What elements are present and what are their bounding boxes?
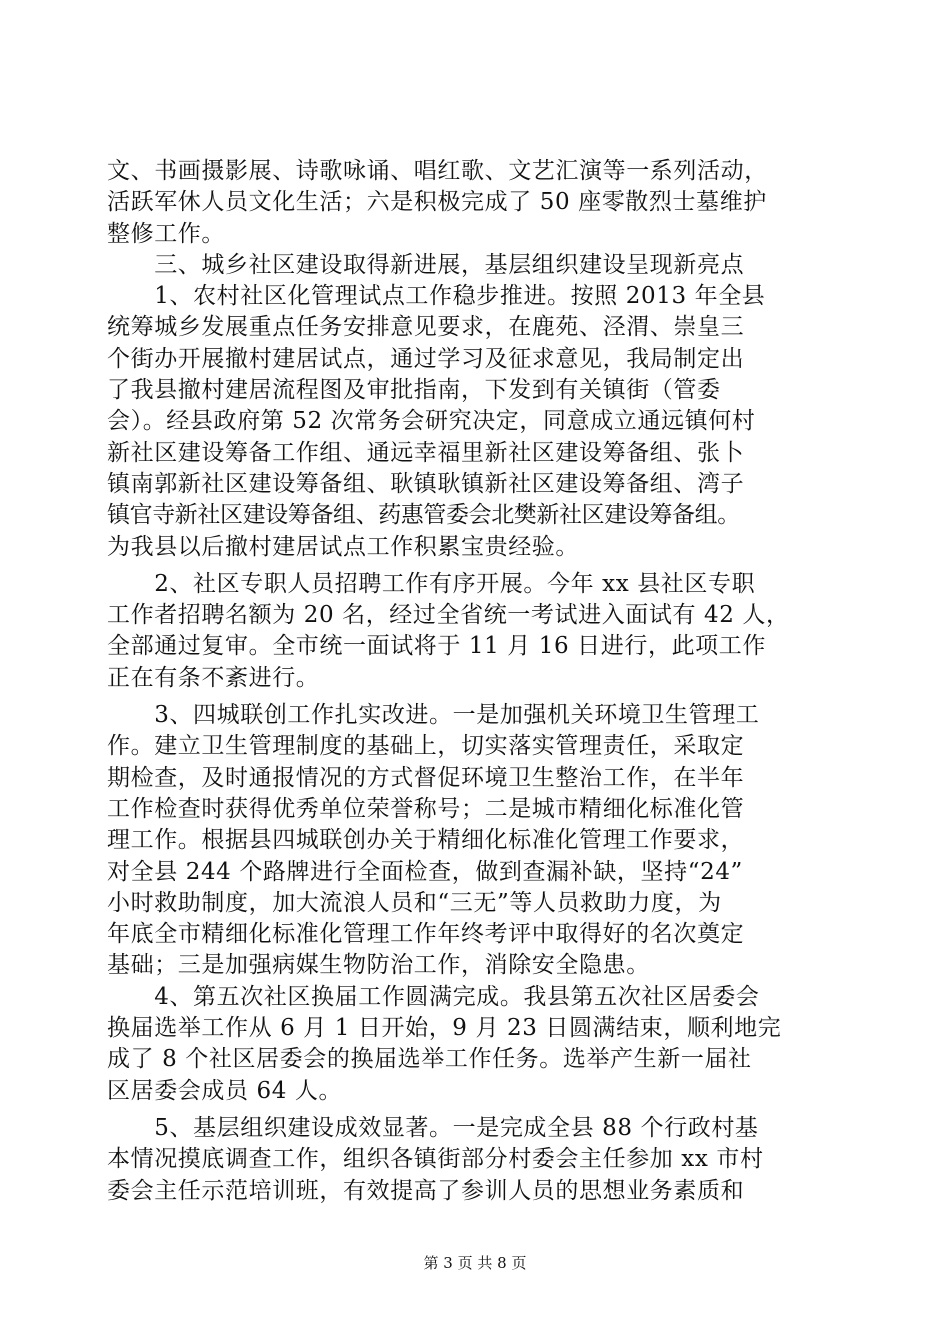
text-line: 3、四城联创工作扎实改进。一是加强机关环境卫生管理工 [107,702,760,729]
text-line: 为我县以后撤村建居试点工作积累宝贵经验。 [107,533,579,560]
text-line: 镇南郭新社区建设筹备组、耿镇耿镇新社区建设筹备组、湾子 [107,470,745,497]
text-line: 4、第五次社区换届工作圆满完成。我县第五次社区居委会 [107,983,760,1010]
text-line: 理工作。根据县四城联创办关于精细化标准化管理工作要求， [107,827,745,854]
text-line: 1、农村社区化管理试点工作稳步推进。按照 2013 年全县 [107,283,766,310]
text-line: 换届选举工作从 6 月 1 日开始，9 月 23 日圆满结束，顺利地完 [107,1015,782,1042]
text-line: 期检查，及时通报情况的方式督促环境卫生整治工作，在半年 [107,764,745,791]
text-line: 成了 8 个社区居委会的换届选举工作任务。选举产生新一届社 [107,1046,752,1073]
text-line: 活跃军休人员文化生活；六是积极完成了 50 座零散烈士墓维护 [107,189,767,216]
text-line: 2、社区专职人员招聘工作有序开展。今年 xx 县社区专职 [107,570,756,597]
section-heading: 三、城乡社区建设取得新进展，基层组织建设呈现新亮点 [107,251,745,278]
text-line: 作。建立卫生管理制度的基础上，切实落实管理责任，采取定 [107,733,745,760]
text-line: 本情况摸底调查工作，组织各镇街部分村委会主任参加 xx 市村 [107,1146,764,1173]
text-line: 全部通过复审。全市统一面试将于 11 月 16 日进行，此项工作 [107,633,766,660]
text-line: 新社区建设筹备工作组、通远幸福里新社区建设筹备组、张卜 [107,439,745,466]
document-body [107,156,845,1207]
text-line: 统筹城乡发展重点任务安排意见要求，在鹿苑、泾渭、崇皇三 [107,314,745,341]
text-line: 了我县撤村建居流程图及审批指南，下发到有关镇街（管委 [107,377,721,404]
text-line: 区居委会成员 64 人。 [107,1077,343,1104]
page-footer: 第 3 页 共 8 页 [423,1254,527,1272]
text-line: 文、书画摄影展、诗歌咏诵、唱红歌、文艺汇演等一系列活动， [107,158,768,184]
text-line: 镇官寺新社区建设筹备组、药惠管委会北樊新社区建设筹备组。 [107,502,740,529]
text-line: 基础；三是加强病媒生物防治工作，消除安全隐患。 [107,952,650,979]
text-line: 个街办开展撤村建居试点，通过学习及征求意见，我局制定出 [107,345,745,372]
text-line: 年底全市精细化标准化管理工作年终考评中取得好的名次奠定 [107,921,745,948]
text-line: 5、基层组织建设成效显著。一是完成全县 88 个行政村基 [107,1114,759,1141]
text-line: 工作检查时获得优秀单位荣誉称号；二是城市精细化标准化管 [107,795,745,822]
text-line: 工作者招聘名额为 20 名，经过全省统一考试进入面试有 42 人， [107,602,790,629]
text-line: 整修工作。 [107,220,225,247]
text-line: 正在有条不紊进行。 [107,664,320,691]
text-line: 会）。经县政府第 52 次常务会研究决定，同意成立通远镇何村 [107,408,756,435]
text-line: 对全县 244 个路牌进行全面检查，做到查漏补缺，坚持“24” [107,858,743,885]
text-line: 小时救助制度，加大流浪人员和“三无”等人员救助力度，为 [107,889,722,916]
text-line: 委会主任示范培训班，有效提高了参训人员的思想业务素质和 [107,1177,745,1204]
